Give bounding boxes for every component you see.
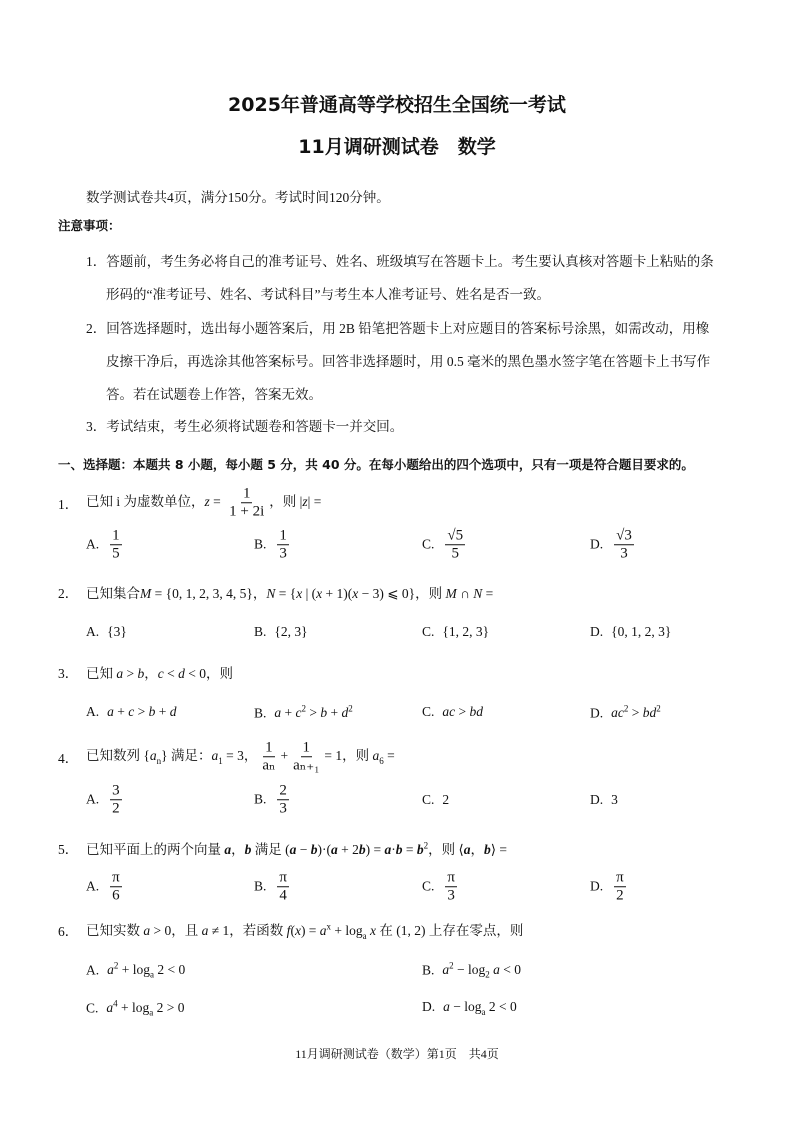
vector-variable: b — [310, 842, 318, 857]
denominator: 1 + 2i — [229, 503, 265, 520]
math-variable: a — [493, 961, 500, 977]
math-text: {0, 1, 2, 3} — [611, 624, 672, 639]
math-variable: x — [370, 923, 377, 939]
math-variable: c — [295, 704, 302, 720]
exam-intro: 数学测试卷共4页，满分150分。考试时间120分钟。 — [86, 190, 390, 205]
superscript: x — [326, 921, 332, 932]
option-c[interactable] — [422, 624, 489, 640]
vector-variable: b — [244, 842, 252, 857]
numerator: 3 — [110, 782, 122, 800]
math-variable: a — [107, 961, 114, 977]
fraction — [445, 869, 457, 905]
option-label: C. — [86, 999, 99, 1015]
math-variable: x — [296, 586, 303, 601]
math-text: − — [296, 842, 311, 857]
option-label: D. — [590, 704, 604, 720]
denominator: aₙ — [262, 757, 276, 774]
option-d[interactable] — [590, 527, 637, 563]
option-label: A. — [86, 878, 100, 894]
option-label: A. — [86, 536, 100, 552]
option-b[interactable] — [254, 703, 353, 721]
math-text: · — [391, 842, 396, 857]
option-b[interactable] — [254, 869, 292, 905]
option-a[interactable] — [86, 782, 125, 818]
math-variable: M — [445, 586, 457, 601]
superscript: 2 — [348, 703, 353, 714]
math-variable: c — [128, 704, 135, 719]
math-variable: ac — [442, 704, 456, 719]
option-c[interactable] — [422, 792, 449, 808]
option-label: D. — [590, 536, 604, 552]
question-number: 4． — [58, 751, 79, 766]
option-label: C. — [422, 536, 435, 552]
option-label: B. — [254, 704, 267, 720]
math-variable: f — [286, 923, 291, 939]
denominator: 5 — [112, 545, 120, 562]
superscript: 2 — [301, 703, 307, 714]
math-text: ) = — [300, 923, 320, 939]
notice-heading: 注意事项： — [58, 218, 121, 233]
denominator: 4 — [279, 887, 287, 904]
math-variable: ac — [611, 704, 624, 720]
question-stem — [86, 485, 321, 521]
math-variable: b — [148, 704, 156, 719]
option-label: C. — [422, 624, 435, 639]
math-variable: a — [372, 748, 380, 764]
numerator: 1 — [301, 739, 313, 757]
page-footer: 11月调研测试卷（数学）第1页 共4页 — [295, 1047, 499, 1061]
option-label: B. — [254, 536, 267, 552]
vector-variable: b — [484, 842, 491, 857]
math-variable: a — [443, 999, 450, 1015]
question-number: 5． — [58, 842, 79, 857]
fraction — [260, 739, 277, 775]
notice-line: 1．答题前，考生务必将自己的准考证号、姓名、班级填写在答题卡上。考生要认真核对答题卡上粘贴的条 — [86, 254, 714, 269]
fraction — [614, 869, 626, 905]
math-text: 已知 i 为虚数单位， — [86, 494, 205, 510]
math-text: > — [134, 704, 149, 719]
math-variable: d — [169, 704, 177, 719]
math-text: | = — [307, 494, 322, 510]
denominator: 5 — [451, 545, 459, 562]
math-text: + log — [331, 923, 363, 939]
vector-variable: a — [289, 842, 297, 857]
notice-line: 答。若在试题卷上作答，答案无效。 — [106, 387, 322, 402]
math-variable: d — [341, 704, 349, 720]
math-variable: a — [107, 704, 114, 719]
question-stem — [86, 662, 233, 682]
math-text: + 1)( — [322, 586, 353, 601]
denominator: aₙ₊₁ — [293, 757, 320, 774]
math-text: = 1，则 — [324, 748, 373, 764]
math-text: } 满足： — [161, 748, 212, 764]
math-variable: N — [473, 586, 483, 601]
option-c[interactable] — [422, 869, 460, 905]
math-text: = — [482, 586, 494, 601]
option-b[interactable] — [422, 960, 521, 979]
math-text: + 2 — [337, 842, 359, 857]
option-label: B. — [254, 791, 267, 807]
numerator: 1 — [241, 485, 253, 503]
denominator: 3 — [620, 545, 628, 562]
denominator: 2 — [616, 887, 624, 904]
math-text: ( — [290, 923, 295, 939]
math-text: = 3， — [222, 748, 258, 764]
question-number: 3． — [58, 666, 79, 681]
fraction — [110, 527, 122, 563]
math-text: 2 < 0 — [154, 961, 186, 977]
question-number: 6． — [58, 924, 79, 939]
subscript: a — [150, 969, 154, 980]
superscript: 2 — [423, 840, 429, 851]
vector-variable: a — [331, 842, 338, 857]
math-text: 2 < 0 — [485, 999, 517, 1015]
question-stem — [86, 919, 523, 941]
option-label: B. — [422, 961, 435, 977]
numerator: 2 — [277, 782, 289, 800]
math-text: 2 > 0 — [153, 999, 185, 1015]
math-text: = — [383, 748, 395, 764]
math-variable: M — [140, 586, 152, 601]
math-text: ≠ 1，若函数 — [208, 923, 287, 939]
math-variable: a — [149, 748, 157, 764]
notice-line: 2．回答选择题时，选出每小题答案后，用 2B 铅笔把答题卡上对应题目的答案标号涂黑，如需改动，用橡 — [86, 321, 710, 336]
math-text: ，则 | — [269, 494, 303, 510]
math-text: 已知 — [86, 666, 117, 681]
math-variable: a — [319, 923, 327, 939]
notice-line: 皮擦干净后，再选涂其他答案标号。回答非选择题时，用 0.5 毫米的黑色墨水签字笔在答题卡上书写作 — [106, 354, 711, 369]
math-text: + — [113, 704, 129, 719]
question-stem — [86, 838, 507, 858]
math-variable: a — [106, 999, 114, 1015]
math-text: )·( — [317, 842, 331, 857]
question-number: 1． — [58, 497, 79, 512]
denominator: 3 — [279, 800, 287, 817]
math-text: − log — [449, 999, 482, 1015]
math-text: 已知平面上的两个向量 — [86, 842, 225, 857]
math-variable: c — [157, 666, 164, 681]
option-label: D. — [590, 624, 604, 639]
denominator: 3 — [447, 887, 455, 904]
vector-variable: b — [416, 842, 424, 857]
math-text: − log — [453, 961, 486, 977]
fraction — [110, 782, 122, 818]
math-text: ∩ — [456, 586, 474, 601]
subscript: 2 — [485, 969, 490, 980]
math-text: = — [209, 494, 225, 510]
subscript: a — [149, 1007, 154, 1018]
math-variable: a — [442, 961, 450, 977]
superscript: 2 — [623, 703, 629, 714]
question-stem — [86, 739, 395, 775]
math-text: + — [280, 748, 289, 764]
option-b[interactable] — [254, 782, 292, 818]
option-a[interactable] — [86, 527, 125, 563]
math-text: ， — [470, 842, 485, 857]
fraction — [110, 869, 122, 905]
option-d[interactable] — [422, 999, 517, 1017]
numerator: 1 — [110, 527, 122, 545]
option-c[interactable] — [422, 704, 483, 720]
superscript: 2 — [113, 960, 119, 971]
option-c[interactable] — [86, 998, 185, 1017]
math-variable: d — [178, 666, 185, 681]
numerator: π — [277, 869, 289, 887]
option-label: C. — [422, 704, 435, 719]
math-variable: b — [137, 666, 145, 681]
subscript: a — [362, 930, 367, 941]
math-text: + log — [118, 961, 150, 977]
math-text: > — [455, 704, 470, 719]
math-text: 在 (1, 2) 上存在零点，则 — [376, 923, 524, 939]
math-text: {1, 2, 3} — [442, 624, 490, 639]
math-text: + — [281, 704, 296, 720]
option-b[interactable] — [254, 527, 292, 563]
math-text: ， — [231, 842, 245, 857]
math-variable: bd — [642, 704, 657, 720]
math-variable: b — [320, 704, 328, 720]
math-text: 已知数列 { — [86, 748, 150, 764]
math-variable: a — [211, 748, 219, 764]
option-label: A. — [86, 624, 100, 639]
notice-line: 形码的“准考证号、姓名、考试科目”与考生本人准考证号、姓名是否一致。 — [106, 287, 550, 302]
subscript: 1 — [218, 755, 223, 766]
option-label: D. — [590, 878, 604, 894]
fraction — [227, 485, 266, 521]
fraction — [277, 869, 289, 905]
math-text: = { — [275, 586, 297, 601]
question-number: 2． — [58, 586, 79, 601]
math-text: ，则 ⟨ — [428, 842, 464, 857]
question-stem — [86, 582, 493, 602]
numerator: √5 — [445, 527, 465, 545]
option-a[interactable] — [86, 704, 177, 720]
option-label: A. — [86, 961, 100, 977]
section-heading: 一、选择题：本题共 8 小题，每小题 5 分，共 40 分。在每小题给出的四个选项中，只有一项是符合题目要求的。 — [58, 457, 694, 472]
math-text: ⟩ = — [490, 842, 508, 857]
math-text: < 0 — [499, 961, 522, 977]
option-label: A. — [86, 704, 100, 719]
math-text: ， — [144, 666, 158, 681]
numerator: 1 — [277, 527, 289, 545]
numerator: π — [110, 869, 122, 887]
option-c[interactable] — [422, 527, 468, 563]
option-a[interactable] — [86, 960, 185, 979]
vector-variable: b — [358, 842, 366, 857]
fraction — [277, 782, 289, 818]
math-text: 满足 ( — [251, 842, 290, 857]
option-a[interactable] — [86, 624, 127, 640]
option-label: B. — [254, 624, 267, 639]
superscript: 4 — [113, 998, 118, 1009]
notice-line: 3．考试结束，考生必须将试题卷和答题卡一并交回。 — [86, 419, 404, 434]
subscript: n — [156, 755, 162, 766]
option-b[interactable] — [254, 624, 308, 640]
math-text: + log — [117, 999, 150, 1015]
math-text: 3 — [611, 792, 618, 807]
math-variable: a — [201, 923, 209, 939]
math-text: > — [123, 666, 138, 681]
math-variable: x — [294, 923, 301, 939]
math-variable: a — [143, 923, 151, 939]
numerator: π — [445, 869, 457, 887]
fraction — [614, 527, 634, 563]
math-text: {3} — [107, 624, 127, 639]
subscript: a — [481, 1006, 486, 1017]
vector-variable: a — [463, 842, 471, 857]
option-d[interactable] — [590, 792, 618, 808]
math-variable: N — [266, 586, 276, 601]
math-text: = — [402, 842, 417, 857]
math-variable: bd — [469, 704, 484, 719]
fraction — [445, 527, 465, 563]
math-text: − 3) ⩽ 0}，则 — [358, 586, 446, 601]
superscript: 2 — [449, 960, 454, 971]
math-text: 2 — [442, 792, 450, 807]
option-a[interactable] — [86, 869, 125, 905]
math-variable: a — [116, 666, 124, 681]
math-text: 已知实数 — [86, 923, 144, 939]
fraction — [277, 527, 289, 563]
math-text: > 0，且 — [150, 923, 202, 939]
math-variable: z — [302, 494, 308, 510]
option-label: B. — [254, 878, 267, 894]
numerator: √3 — [614, 527, 634, 545]
math-text: + — [327, 704, 342, 720]
vector-variable: b — [395, 842, 403, 857]
math-text: > — [306, 704, 321, 720]
denominator: 2 — [112, 800, 120, 817]
math-variable: z — [204, 494, 210, 510]
math-text: < 0，则 — [184, 666, 233, 681]
option-label: D. — [422, 999, 436, 1015]
numerator: π — [614, 869, 626, 887]
exam-title: 2025年普通高等学校招生全国统一考试 — [228, 94, 566, 116]
option-label: C. — [422, 792, 435, 807]
math-variable: a — [274, 704, 282, 720]
option-d[interactable] — [590, 703, 661, 721]
math-text: 已知集合 — [86, 586, 140, 601]
math-text: + — [155, 704, 170, 719]
math-text: {2, 3} — [274, 624, 308, 639]
math-variable: x — [352, 586, 359, 601]
denominator: 6 — [112, 887, 120, 904]
option-d[interactable] — [590, 624, 671, 640]
fraction — [291, 739, 321, 775]
math-text: ) = — [365, 842, 385, 857]
math-text: > — [628, 704, 643, 720]
denominator: 3 — [279, 545, 287, 562]
option-label: C. — [422, 878, 435, 894]
numerator: 1 — [263, 739, 275, 757]
math-text: = {0, 1, 2, 3, 4, 5}， — [151, 586, 267, 601]
math-text: < — [163, 666, 179, 681]
vector-variable: a — [224, 842, 232, 857]
subscript: 6 — [379, 755, 384, 766]
vector-variable: a — [384, 842, 392, 857]
math-variable: x — [316, 586, 323, 601]
superscript: 2 — [656, 703, 661, 714]
math-text: | ( — [302, 586, 317, 601]
option-label: A. — [86, 791, 100, 807]
exam-subtitle: 11月调研测试卷 数学 — [298, 136, 496, 158]
option-label: D. — [590, 792, 604, 807]
option-d[interactable] — [590, 869, 629, 905]
